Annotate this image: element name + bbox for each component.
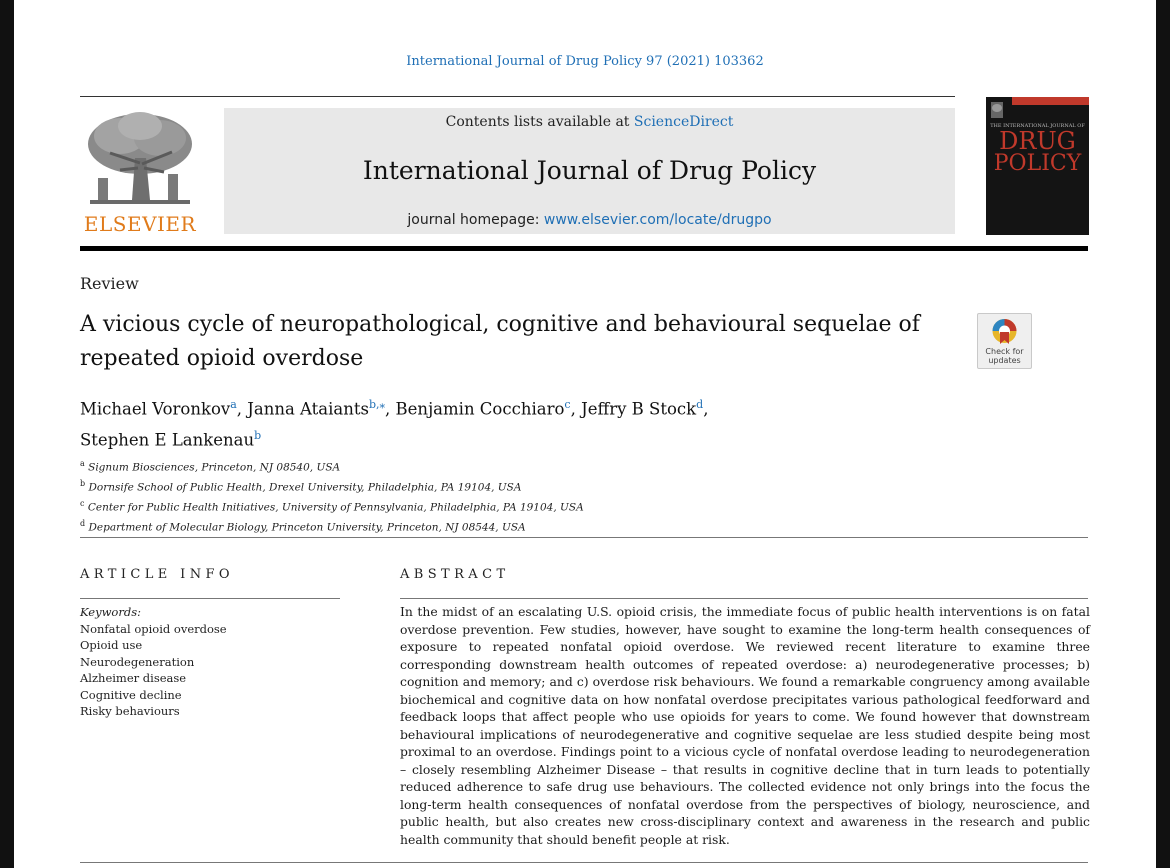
keyword-item: Neurodegeneration xyxy=(80,654,195,669)
keywords-block xyxy=(80,604,340,720)
homepage-link[interactable]: www.elsevier.com/locate/drugpo xyxy=(543,212,772,228)
author-affil-marker[interactable]: d xyxy=(696,398,704,411)
author-separator: , xyxy=(570,399,582,419)
cover-title-policy: POLICY xyxy=(993,151,1082,176)
affiliation-text: Center for Public Health Initiatives, University of Pennsylvania, Philadelphia, PA 19104, USA xyxy=(87,501,584,514)
right-screen-edge xyxy=(1156,0,1170,868)
affiliation-marker: b xyxy=(80,479,86,488)
affiliation-text: Dornsife School of Public Health, Drexel University, Philadelphia, PA 19104, USA xyxy=(88,481,522,494)
left-screen-edge xyxy=(0,0,14,868)
author-affil-marker[interactable]: c xyxy=(564,398,571,411)
affiliation-marker: d xyxy=(80,519,86,528)
article-title: A vicious cycle of neuropathological, cognitive and behavioural sequelae of repeated opioid overdose xyxy=(80,312,920,371)
check-for-updates-button[interactable] xyxy=(977,313,1032,369)
check-updates-label: Check for updates xyxy=(985,347,1024,365)
homepage-label: journal homepage: xyxy=(407,212,540,228)
keyword-item: Cognitive decline xyxy=(80,687,182,702)
keywords-label: Keywords: xyxy=(80,605,141,619)
abstract-rule xyxy=(400,598,1088,599)
journal-banner xyxy=(224,108,955,234)
journal-title: International Journal of Drug Policy xyxy=(362,156,817,185)
keyword-item: Risky behaviours xyxy=(80,704,180,718)
abstract-text: In the midst of an escalating U.S. opioid crisis, the immediate focus of public health interventions is on fatal overdose prevention. Few studies, however, have sought to examine the long-term health consequences of exposure to repeated nonfatal opioid overdose. We reviewed recent literature to examine three corresponding downstream health outcomes of repeated overdose: a) neurodegenerative processes; b) cognition and memory; and c) overdose risk behaviours. We found a remarkable congruency among available biochemical and cognitive data on how nonfatal overdose precipitates various pathological feedforward and feedback loops that affect people who use opioids for years to come. We found however that downstream behavioural implications of neurodegenerative and cognitive sequelae are less studied despite being most proximal to an overdose. Findings point to a vicious cycle of nonfatal overdose leading to neurodegeneration – closely resembling Alzheimer Disease – that results in cognitive decline that in turn leads to potentially reduced adherence to safe drug use behaviours. The collected evidence not only brings into the focus the long-term health consequences of nonfatal overdose from the perspectives of biology, neuroscience, and public health, but also creates new cross-disciplinary context and awareness in the research and public health community that should benefit people at risk. xyxy=(400,604,1090,847)
author-name[interactable]: Stephen E Lankenau xyxy=(80,430,255,449)
article-type: Review xyxy=(80,274,139,293)
affiliation-item xyxy=(80,496,880,516)
author-separator: , xyxy=(703,399,709,419)
cover-red-stripe xyxy=(1012,97,1089,105)
author-name[interactable]: Benjamin Cocchiaro xyxy=(395,399,565,419)
cover-publisher-icon xyxy=(990,101,1004,121)
affiliation-text: Signum Biosciences, Princeton, NJ 08540, USA xyxy=(88,461,341,474)
elsevier-tree-icon xyxy=(80,108,200,208)
affiliation-marker: c xyxy=(80,499,85,508)
article-info-heading: ARTICLE INFO xyxy=(80,567,234,582)
author-name[interactable]: Jeffry B Stock xyxy=(581,399,697,419)
author-name[interactable]: Michael Voronkov xyxy=(80,399,231,419)
affiliation-list xyxy=(80,456,880,536)
keyword-item: Alzheimer disease xyxy=(80,671,187,685)
affiliation-item xyxy=(80,476,880,496)
affiliation-item xyxy=(80,516,880,536)
author-affil-marker[interactable]: b xyxy=(254,428,262,442)
contents-prefix: Contents lists available at xyxy=(445,114,630,130)
author-separator: , xyxy=(236,399,248,419)
affiliation-text: Department of Molecular Biology, Princeton University, Princeton, NJ 08544, USA xyxy=(88,521,526,534)
abstract-heading: ABSTRACT xyxy=(400,567,510,582)
article-info-rule xyxy=(80,598,340,599)
author-affil-marker[interactable]: b,⁎ xyxy=(369,398,386,411)
contents-line xyxy=(224,114,955,130)
keyword-item: Nonfatal opioid overdose xyxy=(80,621,227,636)
page-bottom-rule xyxy=(80,862,1088,863)
check-updates-icon xyxy=(991,318,1018,346)
journal-cover xyxy=(986,97,1089,235)
header-bottom-rule xyxy=(80,246,1088,251)
journal-reference-link[interactable]: International Journal of Drug Policy 97 (2021) 103362 xyxy=(406,54,764,69)
sciencedirect-link[interactable]: ScienceDirect xyxy=(633,114,734,130)
affiliation-marker: a xyxy=(80,459,85,468)
affiliation-divider xyxy=(80,537,1088,538)
affiliation-item xyxy=(80,456,880,476)
author-separator: , xyxy=(385,399,396,419)
elsevier-wordmark: ELSEVIER xyxy=(83,212,197,236)
author-affil-marker[interactable]: a xyxy=(230,398,237,411)
keyword-item: Opioid use xyxy=(80,638,143,652)
author-name[interactable]: Janna Ataiants xyxy=(247,399,369,419)
cover-title-drug: DRUG xyxy=(999,127,1076,155)
header-top-rule xyxy=(80,96,955,97)
cover-caption: THE INTERNATIONAL JOURNAL OF xyxy=(990,123,1085,129)
homepage-line xyxy=(224,212,955,228)
author-list xyxy=(80,392,880,453)
